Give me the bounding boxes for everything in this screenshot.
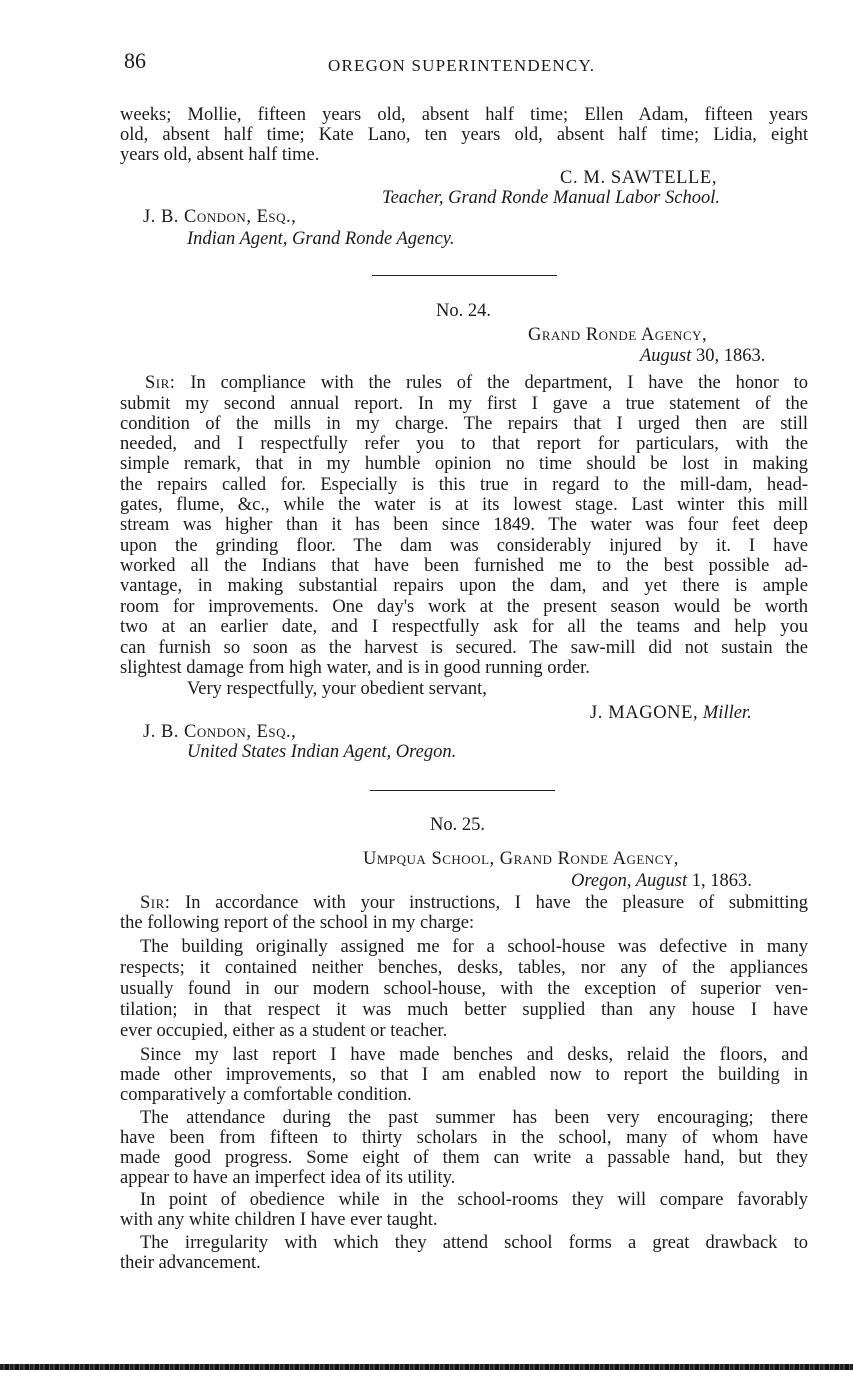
text-line: The attendance during the past summer has been very encouraging; there — [140, 1108, 808, 1128]
text-line: Since my last report I have made benches and desks, relaid the floors, and — [140, 1045, 808, 1065]
section-divider — [372, 275, 557, 276]
text-line: room for improvements. One day's work at the present season would be worth — [120, 597, 808, 617]
letter-place: Umpqua School, Grand Ronde Agency, — [363, 849, 679, 869]
addressee-name: J. B. Condon, Esq., — [143, 207, 297, 227]
letter-date — [571, 871, 752, 891]
letter-number: No. 24. — [436, 301, 491, 321]
text-line: two at an earlier date, and I respectfully ask for all the teams and help you — [120, 617, 808, 637]
text-line: upon the grinding floor. The dam was considerably injured by it. I have — [120, 536, 808, 556]
signature-name: J. MAGONE, — [590, 703, 699, 723]
letter-date — [640, 346, 765, 366]
addressee-title: Indian Agent, Grand Ronde Agency. — [187, 229, 455, 249]
text-line — [140, 893, 808, 913]
salutation: Sir: — [140, 893, 171, 913]
text-line: made good progress. Some eight of them can write a passable hand, but they — [120, 1148, 808, 1168]
text-span: In compliance with the rules of the department, I have the honor to — [190, 373, 808, 393]
text-line: tilation; in that respect it was much better supplied than any house I have — [120, 1000, 808, 1020]
running-title: OREGON SUPERINTENDENCY. — [328, 56, 596, 75]
text-line — [145, 373, 808, 393]
signature-title: Teacher, Grand Ronde Manual Labor School. — [382, 188, 720, 208]
text-line: years old, absent half time. — [120, 145, 320, 165]
text-line: condition of the mills in my charge. The repairs that I urged then are still — [120, 414, 808, 434]
text-line: usually found in our modern school-house, with the exception of superior ven- — [120, 979, 808, 999]
letter-place: Grand Ronde Agency, — [528, 325, 708, 345]
scanned-page-edge — [0, 1364, 853, 1370]
text-line: with any white children I have ever taught. — [120, 1210, 438, 1230]
section-divider — [370, 790, 555, 791]
text-line: the repairs called for. Especially is this true in regard to the mill-dam, head- — [120, 475, 808, 495]
text-line: their advancement. — [120, 1253, 261, 1273]
text-line: slightest damage from high water, and is in good running order. — [120, 658, 590, 678]
text-line: vantage, in making substantial repairs upon the dam, and yet there is ample — [120, 576, 808, 596]
text-span: In accordance with your instructions, I have the pleasure of submitting — [185, 893, 808, 913]
date-month: August — [640, 346, 692, 366]
text-line: needed, and I respectfully refer you to that report for particulars, with the — [120, 434, 808, 454]
text-line: ever occupied, either as a student or teacher. — [120, 1021, 448, 1041]
text-line: simple remark, that in my humble opinion no time should be lost in making — [120, 454, 808, 474]
date-rest: 30, 1863. — [696, 346, 766, 366]
text-line: appear to have an imperfect idea of its utility. — [120, 1168, 456, 1188]
date-italic: Oregon, August — [571, 871, 688, 891]
text-line: have been from fifteen to thirty scholars in the school, many of whom have — [120, 1128, 808, 1148]
text-line: the following report of the school in my charge: — [120, 913, 475, 933]
signature-line — [590, 703, 752, 723]
text-line: In point of obedience while in the school-rooms they will compare favorably — [140, 1190, 808, 1210]
addressee-title: United States Indian Agent, Oregon. — [187, 742, 457, 762]
text-line: made other improvements, so that I am enabled now to report the building in — [120, 1065, 808, 1085]
signature-name: C. M. SAWTELLE, — [560, 168, 718, 188]
text-line: The building originally assigned me for a school-house was defective in many — [140, 937, 808, 957]
text-line: comparatively a comfortable condition. — [120, 1085, 412, 1105]
letter-closing: Very respectfully, your obedient servant, — [187, 679, 487, 699]
page-number: 86 — [124, 48, 146, 73]
text-line: worked all the Indians that have been furnished me to the best possible ad- — [120, 556, 808, 576]
text-line: submit my second annual report. In my first I gave a true statement of the — [120, 394, 808, 414]
text-line: stream was higher than it has been since 1849. The water was four feet deep — [120, 515, 808, 535]
text-line: can furnish so soon as the harvest is secured. The saw-mill did not sustain the — [120, 638, 808, 658]
date-rest: 1, 1863. — [691, 871, 752, 891]
text-line: The irregularity with which they attend school forms a great drawback to — [140, 1233, 808, 1253]
text-line: old, absent half time; Kate Lano, ten years old, absent half time; Lidia, eight — [120, 125, 808, 145]
signature-role: Miller. — [702, 703, 752, 723]
addressee-name: J. B. Condon, Esq., — [143, 722, 297, 742]
text-line: gates, flume, &c., while the water is at its lowest stage. Last winter this mill — [120, 495, 808, 515]
text-line: respects; it contained neither benches, desks, tables, nor any of the appliances — [120, 958, 808, 978]
letter-number: No. 25. — [430, 815, 485, 835]
text-line: weeks; Mollie, fifteen years old, absent half time; Ellen Adam, fifteen years — [120, 105, 808, 125]
salutation: Sir: — [145, 373, 176, 393]
